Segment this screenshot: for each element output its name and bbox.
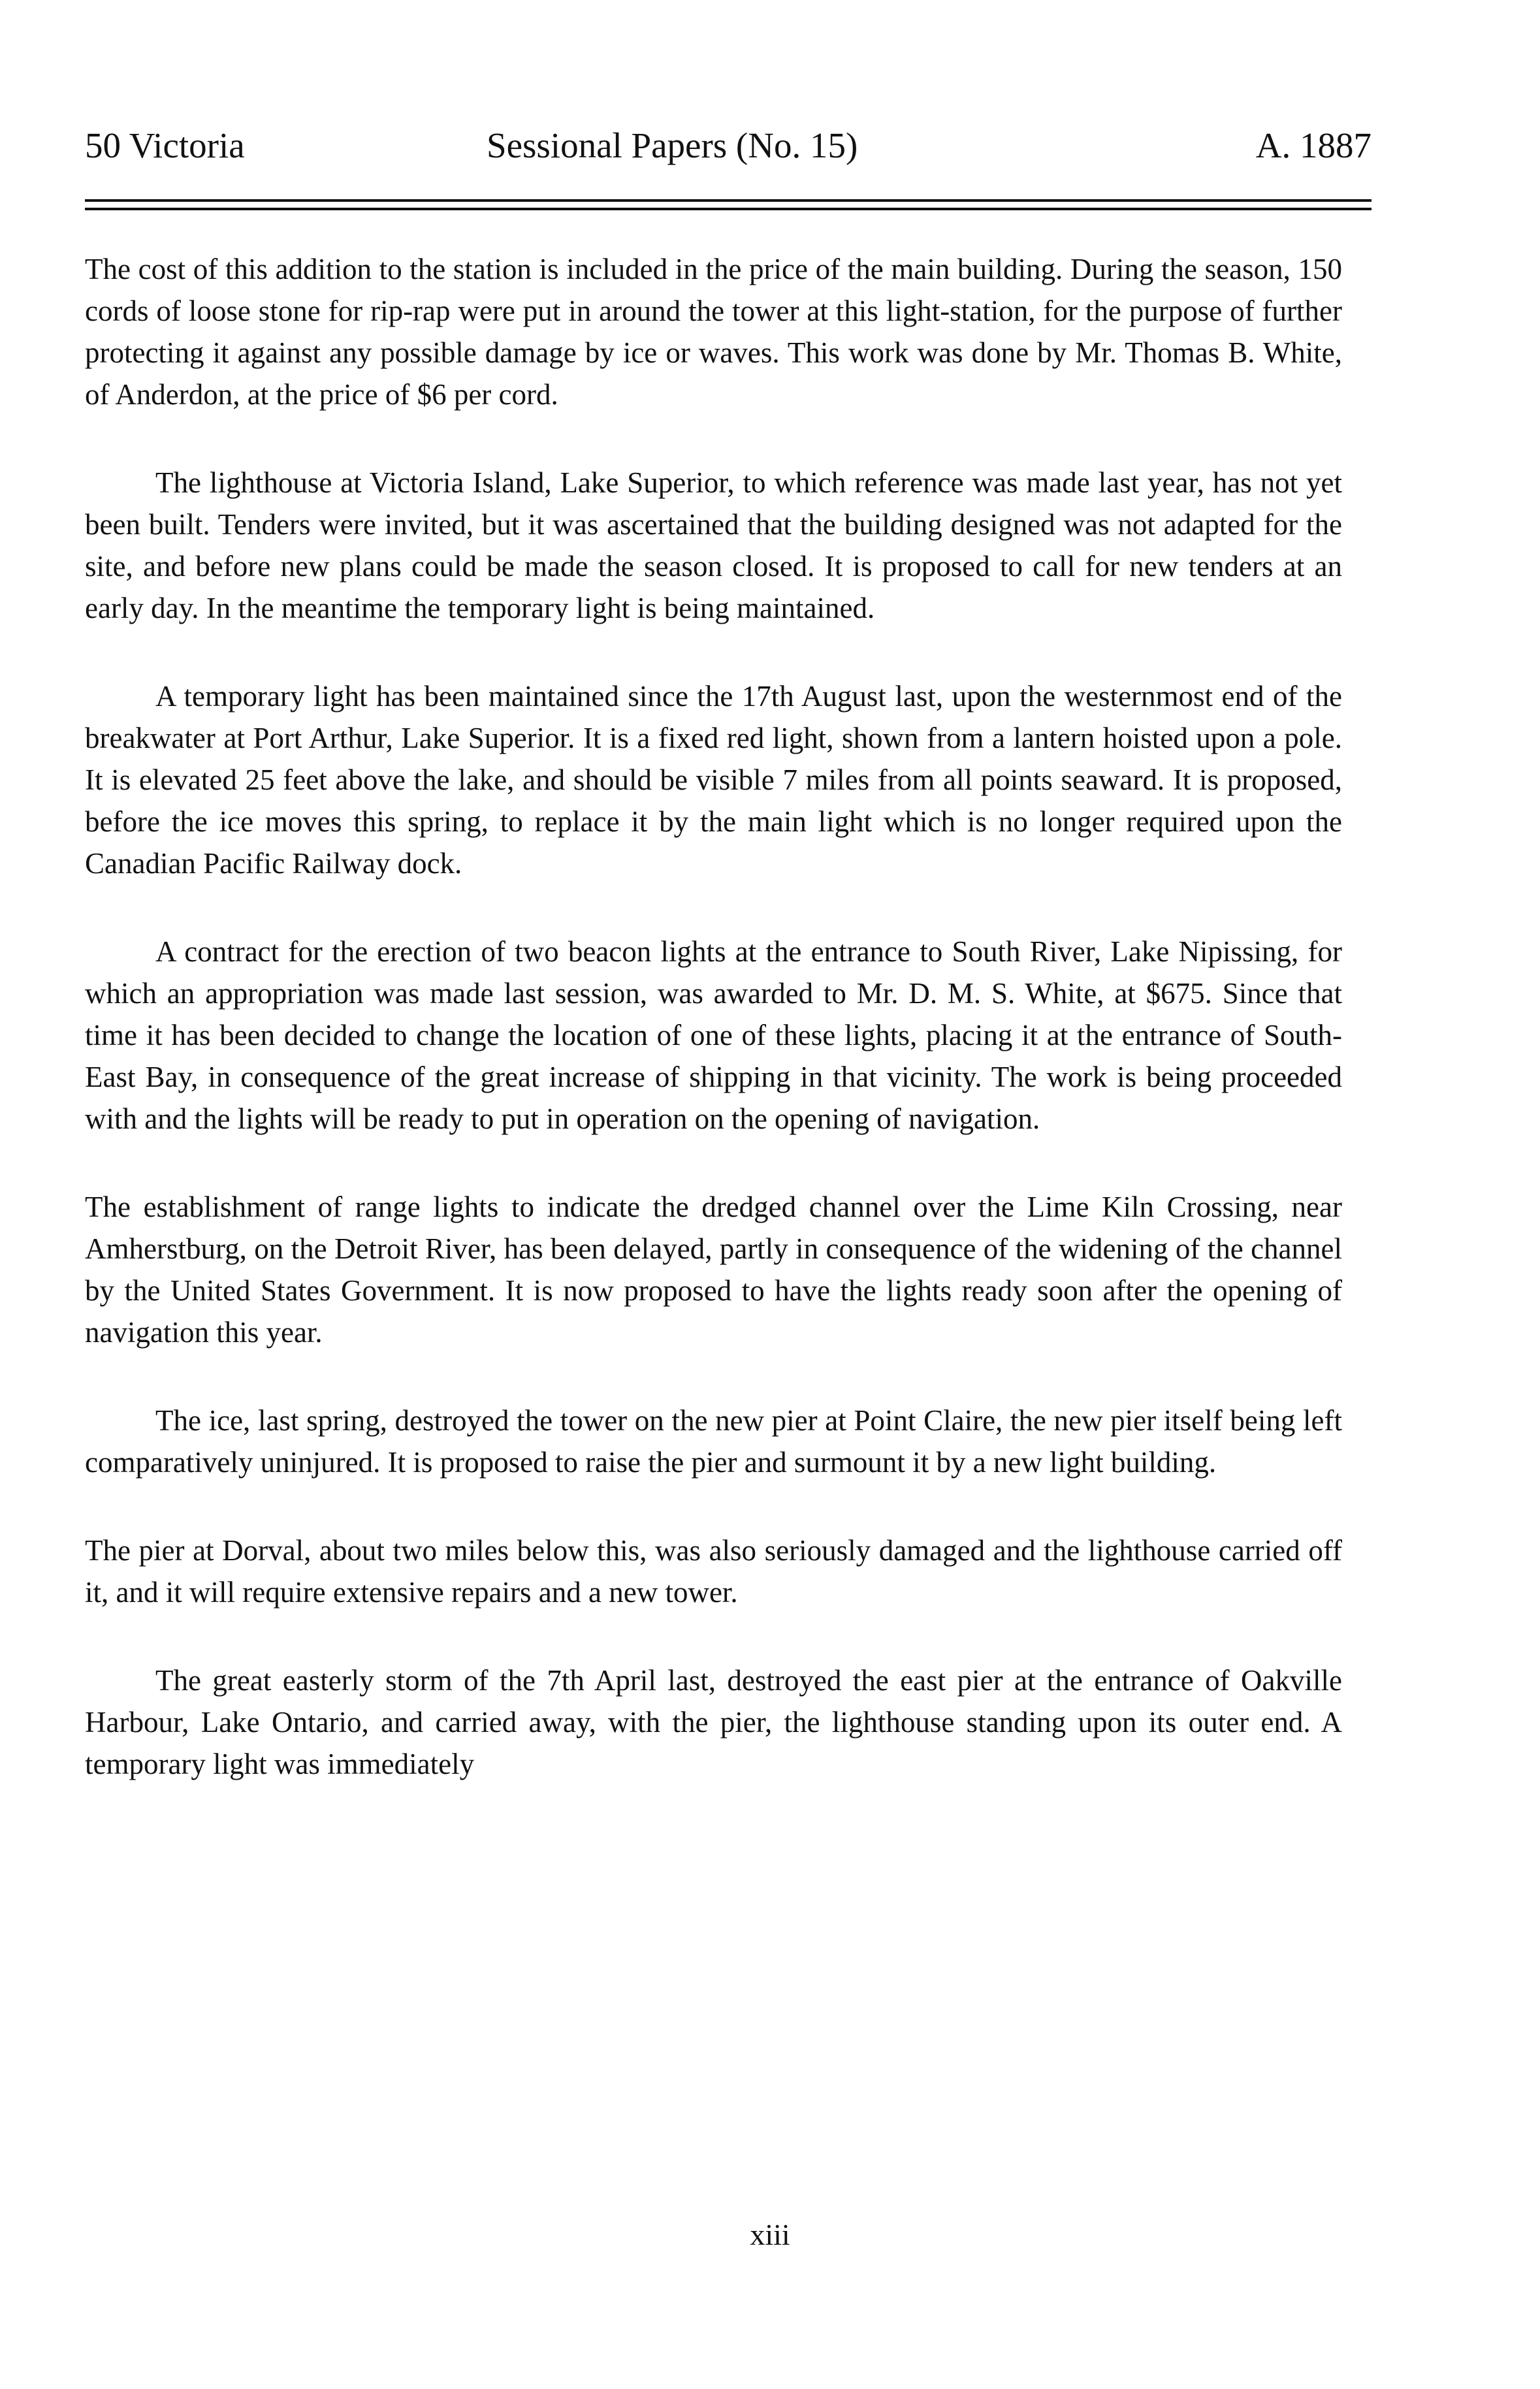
header-title: Sessional Papers (No. 15) [487, 125, 858, 165]
header-year: A. 1887 [1255, 125, 1372, 165]
running-header [85, 123, 1372, 168]
paragraph-oakville: The great easterly storm of the 7th April last, destroyed the east pier at the entrance of Oakville Harbour, Lake Ontario, and carried away, with the pier, the lighthouse standing upon its outer end. A temporary light was immediately [85, 1664, 1342, 1780]
paragraph-victoria-island: The lighthouse at Victoria Island, Lake Superior, to which reference was made last year, has not yet been built. Tenders were invited, but it was ascertained that the building designed was not adapted for the site, and before new plans could be made the season closed. It is proposed to call for new tenders at an early day. In the meantime the temporary light is being maintained. [85, 466, 1342, 624]
paragraph-south-river: A contract for the erection of two beacon lights at the entrance to South River, Lake Nipissing, for which an appropriation was made last session, was awarded to Mr. D. M. S. White, at $675. Since that time it has been decided to change the location of one of these lights, placing it at the entrance of South-East Bay, in consequence of the great increase of shipping in that vicinity. The work is being proceeded with and the lights will be ready to put in operation on the opening of navigation. [85, 935, 1342, 1135]
header-rule-bottom [85, 208, 1372, 210]
page-number: xiii [750, 2218, 790, 2251]
paragraph-dorval: The pier at Dorval, about two miles below this, was also seriously damaged and the lighthouse carried off it, and it will require extensive repairs and a new tower. [85, 1534, 1342, 1609]
paragraph-port-arthur: A temporary light has been maintained since the 17th August last, upon the westernmost end of the breakwater at Port Arthur, Lake Superior. It is a fixed red light, shown from a lantern hoisted upon a pole. It is elevated 25 feet above the lake, and should be visible 7 miles from all points seaward. It is proposed, before the ice moves this spring, to replace it by the main light which is no longer required upon the Canadian Pacific Railway dock. [85, 680, 1342, 880]
body-text [85, 248, 1342, 1831]
paragraph-lime-kiln: The establishment of range lights to indicate the dredged channel over the Lime Kiln Crossing, near Amherstburg, on the Detroit River, has been delayed, partly in consequence of the widening of the channel by the United States Government. It is now proposed to have the lights ready soon after the opening of navigation this year. [85, 1191, 1342, 1349]
paragraph-point-claire: The ice, last spring, destroyed the tower on the new pier at Point Claire, the new pier itself being left comparatively uninjured. It is proposed to raise the pier and surmount it by a new light building. [85, 1404, 1342, 1479]
paragraph-continued: The cost of this addition to the station is included in the price of the main building. During the season, 150 cords of loose stone for rip-rap were put in around the tower at this light-station, for the purpose of further protecting it against any possible damage by ice or waves. This work was done by Mr. Thomas B. White, of Anderdon, at the price of $6 per cord. [85, 253, 1342, 411]
header-volume: 50 Victoria [85, 125, 245, 165]
header-rule-top [85, 199, 1372, 202]
